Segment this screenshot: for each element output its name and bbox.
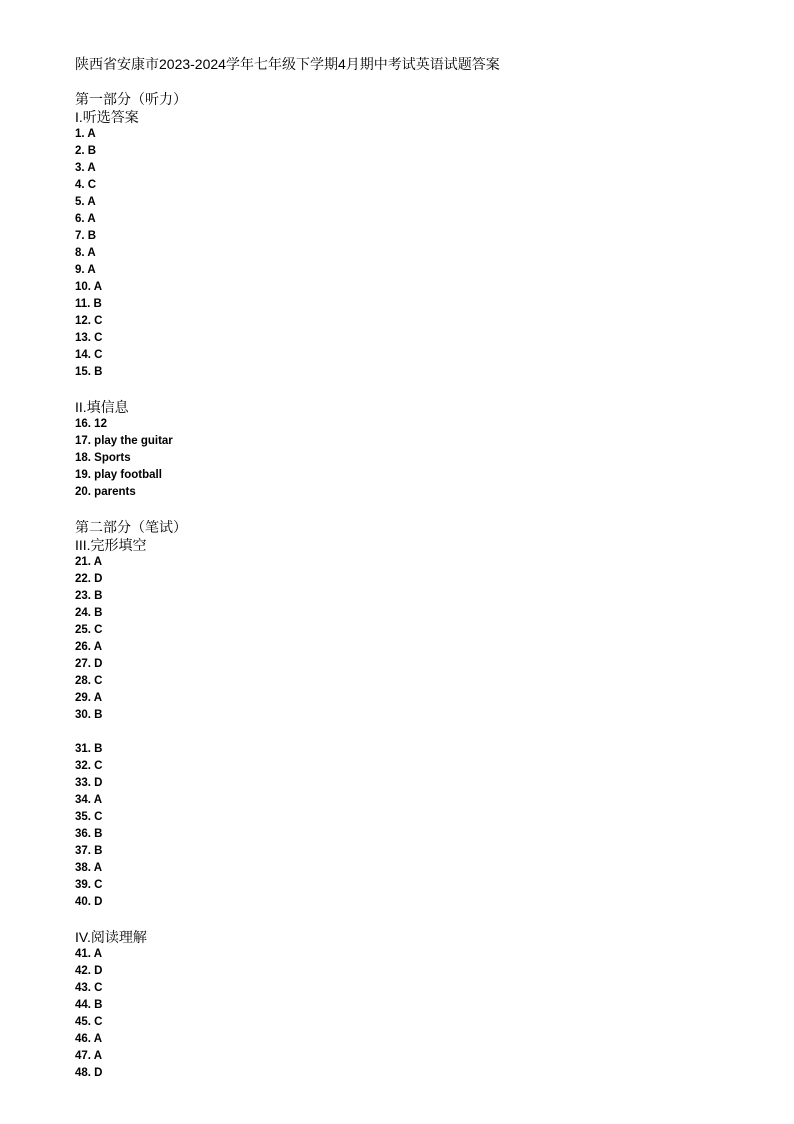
answer-item: 47. A: [75, 1050, 103, 1062]
answer-sheet: [75, 55, 755, 1082]
answer-item: 36. B: [75, 828, 103, 840]
answer-item: 14. C: [75, 349, 103, 361]
answer-item: 15. B: [75, 366, 103, 378]
answer-item: 46. A: [75, 1033, 103, 1045]
answer-item: 8. A: [75, 247, 96, 259]
section4-answers: [75, 946, 755, 1082]
answer-item: 40. D: [75, 896, 103, 908]
answer-item: 26. A: [75, 641, 103, 653]
answer-item: 3. A: [75, 162, 96, 174]
answer-item: 43. C: [75, 982, 103, 994]
answer-item: 37. B: [75, 845, 103, 857]
answer-item: 11. B: [75, 298, 102, 310]
answer-item: 4. C: [75, 179, 97, 191]
answer-item: 35. C: [75, 811, 103, 823]
answer-item: 25. C: [75, 624, 103, 636]
section1-heading: I.听选答案: [75, 109, 139, 125]
section3-answers-b: [75, 741, 755, 911]
answer-item: 44. B: [75, 999, 103, 1011]
section2-answers: [75, 416, 755, 501]
spacer: [75, 724, 755, 741]
answer-item: 17. play the guitar: [75, 435, 173, 447]
answer-item: 21. A: [75, 556, 103, 568]
answer-item: 16. 12: [75, 418, 107, 430]
answer-item: 24. B: [75, 607, 103, 619]
answer-item: 48. D: [75, 1067, 103, 1079]
answer-item: 31. B: [75, 743, 103, 755]
answer-item: 10. A: [75, 281, 103, 293]
section2-heading: II.填信息: [75, 399, 129, 415]
part1-heading: 第一部分（听力）: [75, 91, 187, 107]
answer-item: 32. C: [75, 760, 103, 772]
answer-item: 38. A: [75, 862, 103, 874]
answer-item: 1. A: [75, 128, 96, 140]
document-title: 陕西省安康市2023-2024学年七年级下学期4月期中考试英语试题答案: [75, 56, 500, 72]
answer-item: 42. D: [75, 965, 103, 977]
answer-item: 19. play football: [75, 469, 162, 481]
answer-item: 12. C: [75, 315, 103, 327]
answer-item: 45. C: [75, 1016, 103, 1028]
answer-item: 41. A: [75, 948, 103, 960]
section3-heading: III.完形填空: [75, 537, 147, 553]
spacer: [75, 381, 755, 398]
part2-heading: 第二部分（笔试）: [75, 519, 187, 535]
answer-item: 5. A: [75, 196, 96, 208]
answer-item: 27. D: [75, 658, 103, 670]
answer-item: 20. parents: [75, 486, 136, 498]
answer-item: 28. C: [75, 675, 103, 687]
answer-item: 13. C: [75, 332, 103, 344]
section1-answers: [75, 126, 755, 381]
answer-item: 34. A: [75, 794, 103, 806]
answer-item: 39. C: [75, 879, 103, 891]
answer-item: 6. A: [75, 213, 96, 225]
answer-item: 18. Sports: [75, 452, 131, 464]
answer-item: 23. B: [75, 590, 103, 602]
answer-item: 22. D: [75, 573, 103, 585]
answer-item: 30. B: [75, 709, 103, 721]
section4-heading: IV.阅读理解: [75, 929, 147, 945]
answer-item: 2. B: [75, 145, 97, 157]
answer-item: 29. A: [75, 692, 103, 704]
section3-answers-a: [75, 554, 755, 724]
answer-item: 7. B: [75, 230, 97, 242]
spacer: [75, 911, 755, 928]
answer-item: 33. D: [75, 777, 103, 789]
spacer: [75, 501, 755, 518]
answer-item: 9. A: [75, 264, 96, 276]
